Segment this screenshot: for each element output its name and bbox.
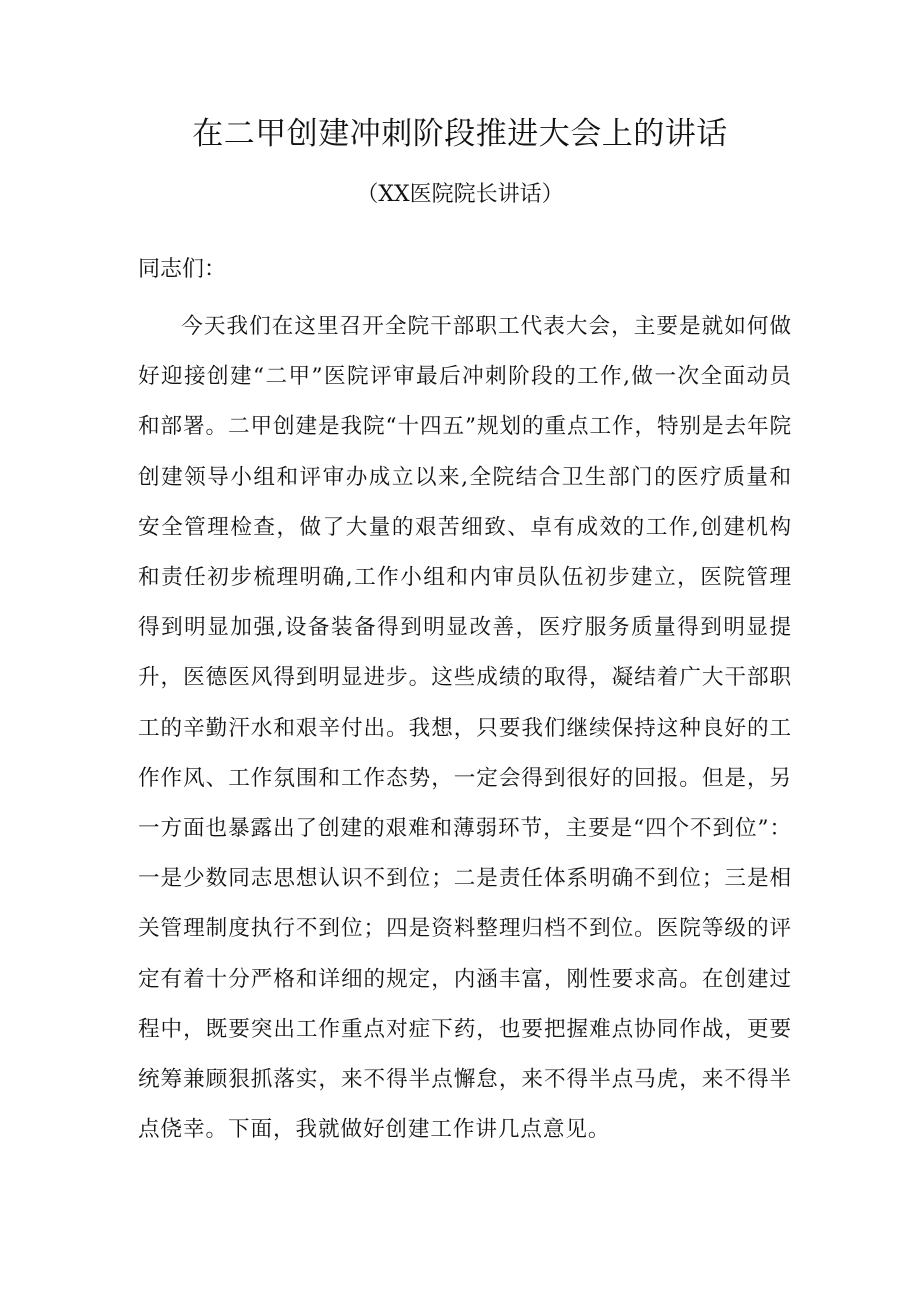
document-title: 在二甲创建冲刺阶段推进大会上的讲话 [192,116,728,152]
document-subtitle: （XX医院院长讲话） [356,182,564,207]
salutation: 同志们： [138,257,227,282]
body-paragraph: 今天我们在这里召开全院干部职工代表大会，主要是就如何做好迎接创建“二甲”医院评审最后冲刺阶段的工作,做一次全面动员和部署。二甲创建是我院“十四五”规划的重点工作，特别是去年院创建领导小组和评审办成立以来,全院结合卫生部门的医疗质量和安全管理检查，做了大量的艰苦细致、卓有成效的工作,创建机构和责任初步梳理明确,工作小组和内审员队伍初步建立，医院管理得到明显加强,设备装备得到明显改善，医疗服务质量得到明显提升，医德医风得到明显进步。这些成绩的取得，凝结着广大干部职工的辛勤汗水和艰辛付出。我想，只要我们继续保持这种良好的工作作风、工作氛围和工作态势，一定会得到很好的回报。但是，另一方面也暴露出了创建的艰难和薄弱环节，主要是“四个不到位”：一是少数同志思想认识不到位；二是责任体系明确不到位；三是相关管理制度执行不到位；四是资料整理归档不到位。医院等级的评定有着十分严格和详细的规定，内涵丰富，刚性要求高。在创建过程中，既要突出工作重点对症下药，也要把握难点协同作战，更要统筹兼顾狠抓落实，来不得半点懈怠，来不得半点马虎，来不得半点侥幸。下面，我就做好创建工作讲几点意见。 [138,314,792,1143]
